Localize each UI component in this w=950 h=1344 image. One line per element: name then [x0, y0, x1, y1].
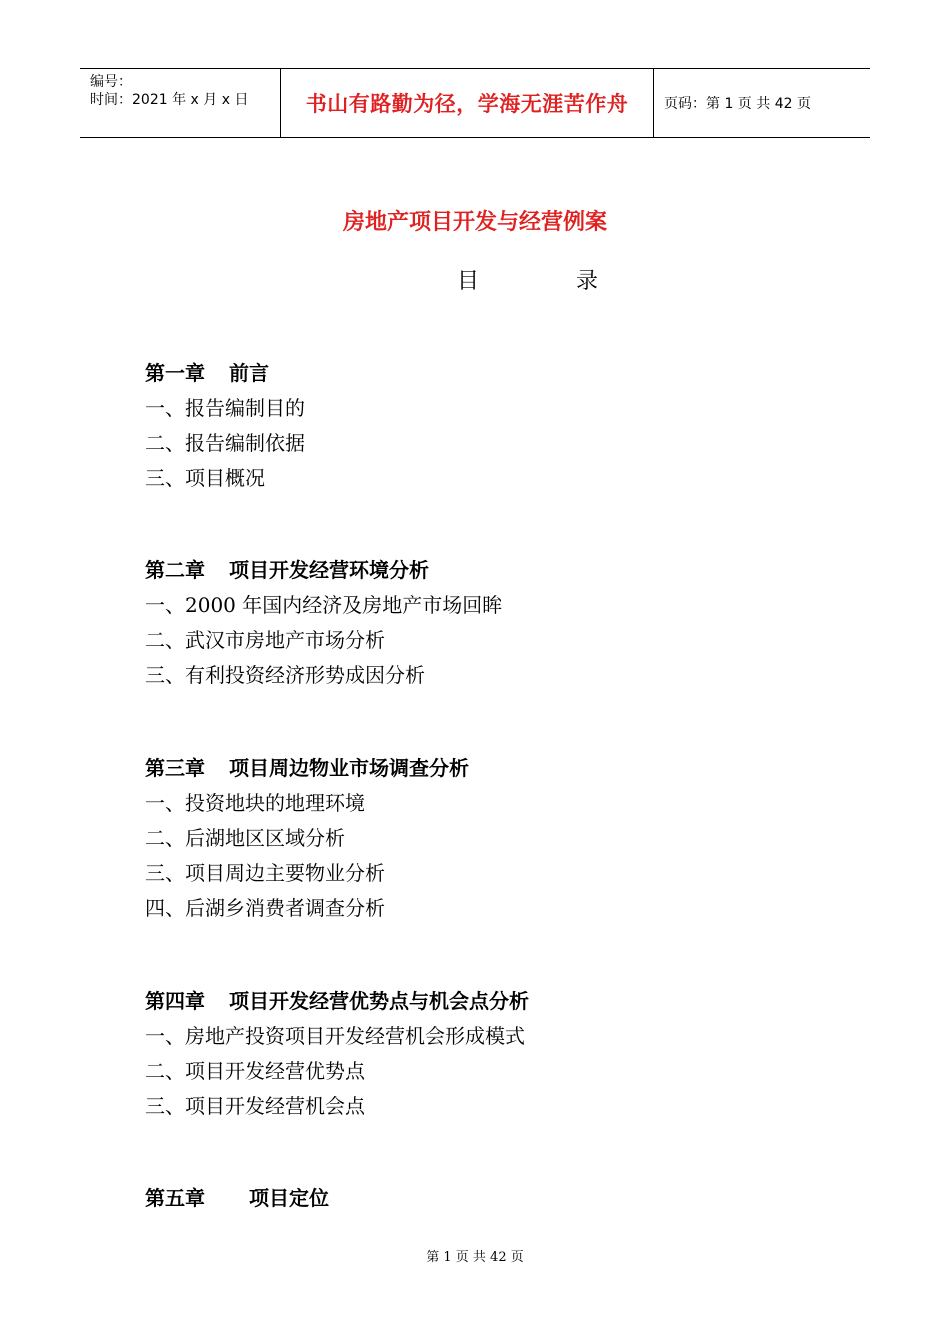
toc-item[interactable]: 三、有利投资经济形势成因分析	[145, 663, 425, 687]
toc-item[interactable]: 一、房地产投资项目开发经营机会形成模式	[145, 1024, 525, 1048]
toc-item[interactable]: 一、投资地块的地理环境	[145, 791, 365, 815]
chapter-number: 第三章	[145, 756, 205, 780]
toc-item[interactable]: 一、2000 年国内经济及房地产市场回眸	[145, 593, 503, 617]
chapter-title[interactable]	[145, 753, 469, 783]
toc-item[interactable]: 二、后湖地区区域分析	[145, 826, 345, 850]
page-footer: 第 1 页 共 42 页	[426, 1250, 524, 1265]
toc-item[interactable]: 一、报告编制目的	[145, 396, 305, 420]
chapter-name: 前言	[229, 361, 269, 385]
chapter-name: 项目定位	[249, 1186, 329, 1210]
toc-item[interactable]: 二、报告编制依据	[145, 431, 305, 455]
toc-heading-char-2: 录	[576, 269, 599, 294]
chapter-name: 项目周边物业市场调查分析	[229, 756, 469, 780]
chapter-number: 第二章	[145, 558, 205, 582]
header-table	[80, 68, 870, 138]
chapter-5	[145, 1183, 329, 1218]
chapter-title[interactable]	[145, 358, 305, 388]
chapter-name: 项目开发经营优势点与机会点分析	[229, 989, 529, 1013]
chapter-name: 项目开发经营环境分析	[229, 558, 429, 582]
chapter-3	[145, 753, 469, 928]
toc-item[interactable]: 二、武汉市房地产市场分析	[145, 628, 385, 652]
chapter-1	[145, 358, 305, 498]
chapter-title[interactable]	[145, 986, 529, 1016]
chapter-number: 第五章	[145, 1186, 205, 1210]
time-label: 时间：2021 年 x 月 x 日	[90, 92, 249, 108]
chapter-4	[145, 986, 529, 1126]
chapter-number: 第一章	[145, 361, 205, 385]
header-meta-cell	[80, 69, 281, 137]
chapter-2	[145, 555, 502, 695]
page-info-cell	[654, 69, 870, 137]
chapter-number: 第四章	[145, 989, 205, 1013]
motto-cell	[281, 69, 654, 137]
toc-item[interactable]: 三、项目概况	[145, 466, 265, 490]
toc-heading-char-1: 目	[457, 269, 480, 294]
number-label: 编号：	[90, 74, 132, 90]
chapter-title[interactable]	[145, 1183, 329, 1213]
toc-item[interactable]: 三、项目周边主要物业分析	[145, 861, 385, 885]
toc-item[interactable]: 三、项目开发经营机会点	[145, 1094, 365, 1118]
document-title: 房地产项目开发与经营例案	[342, 210, 607, 235]
chapter-title[interactable]	[145, 555, 502, 585]
motto-text: 书山有路勤为径，学海无涯苦作舟	[305, 92, 629, 116]
page-info-text: 页码：第 1 页 共 42 页	[664, 96, 811, 112]
toc-item[interactable]: 四、后湖乡消费者调查分析	[145, 896, 385, 920]
toc-heading	[0, 264, 950, 294]
toc-item[interactable]: 二、项目开发经营优势点	[145, 1059, 365, 1083]
